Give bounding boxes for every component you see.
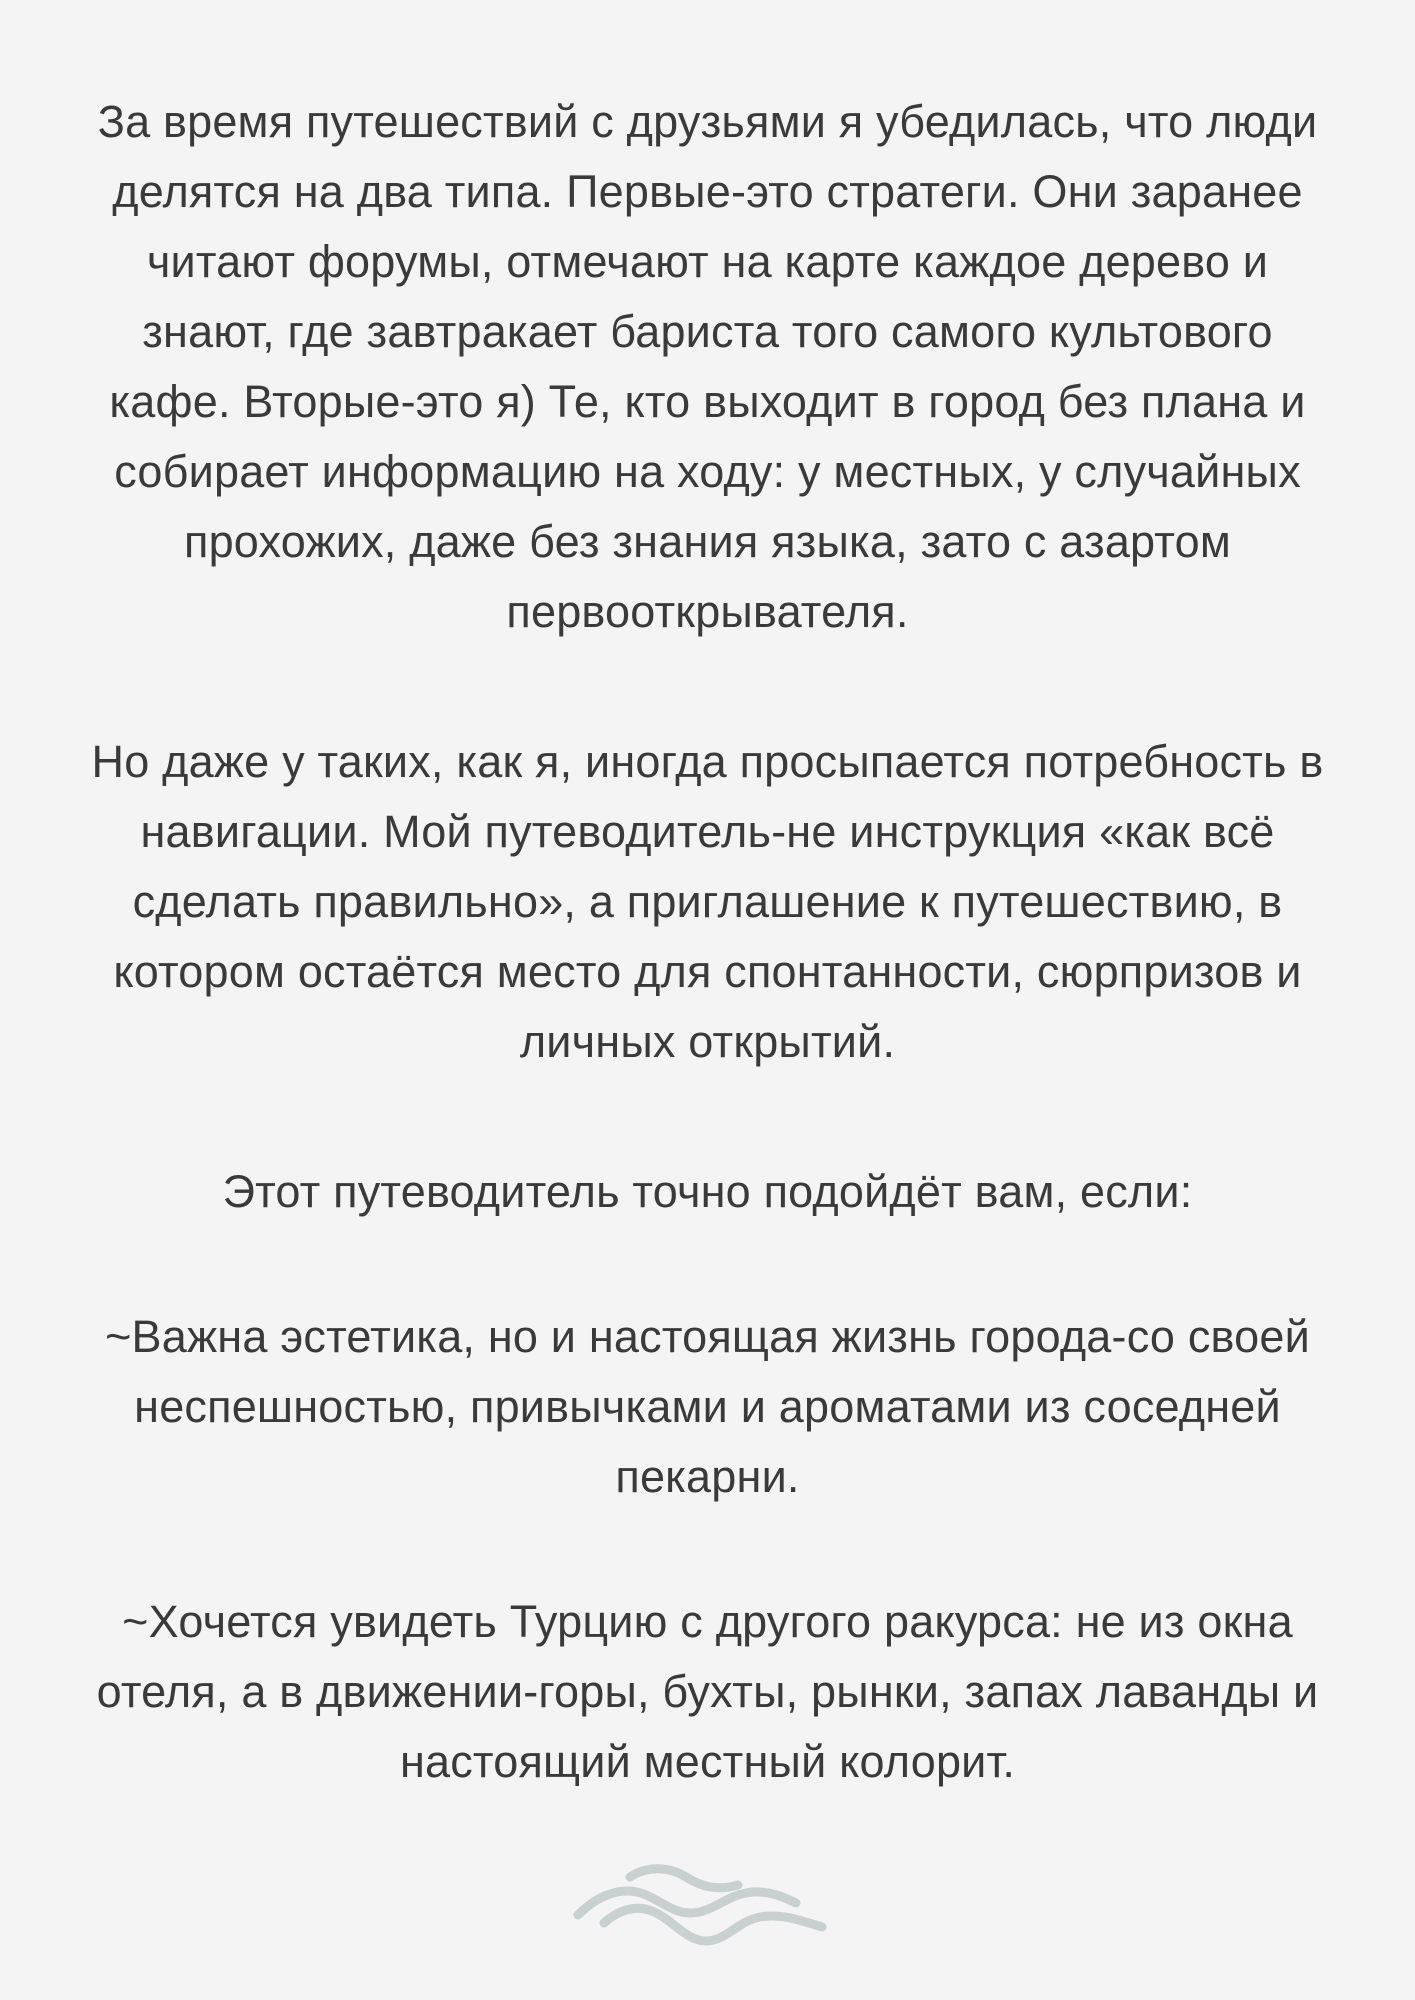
text-line: пекарни. <box>615 1451 800 1502</box>
bullet-turkey-perspective <box>0 1587 1415 1797</box>
text-line: За время путешествий с друзьями я убедилась, что люди <box>97 96 1318 147</box>
text-line: Этот путеводитель точно подойдёт вам, если: <box>222 1166 1193 1217</box>
text-line: личных открытий. <box>519 1016 896 1067</box>
bullet-aesthetics <box>0 1302 1415 1512</box>
text-line: Но даже у таких, как я, иногда просыпается потребность в <box>91 736 1324 787</box>
paragraph-audience-intro <box>0 1157 1415 1227</box>
text-line: сделать правильно», а приглашение к путешествию, в <box>132 876 1283 927</box>
text-line: настоящий местный колорит. <box>399 1736 1016 1787</box>
text-line: неспешностью, привычками и ароматами из соседней <box>134 1381 1281 1432</box>
text-line: ~Хочется увидеть Турцию с другого ракурса: не из окна <box>122 1596 1293 1647</box>
text-line: кафе. Вторые-это я) Те, кто выходит в город без плана и <box>109 376 1306 427</box>
text-line: первооткрывателя. <box>506 586 909 637</box>
paragraph-guide-purpose <box>0 727 1415 1077</box>
text-line: прохожих, даже без знания языка, зато с азартом <box>184 516 1231 567</box>
text-line: ~Важна эстетика, но и настоящая жизнь города-со своей <box>105 1311 1310 1362</box>
text-line: навигации. Мой путеводитель-не инструкция «как всё <box>140 806 1275 857</box>
text-line: знают, где завтракает бариста того самого культового <box>142 306 1273 357</box>
text-line: отеля, а в движении-горы, бухты, рынки, запах лаванды и <box>96 1666 1319 1717</box>
text-line: делятся на два типа. Первые-это стратеги. Они заранее <box>112 166 1303 217</box>
text-line: котором остаётся место для спонтанности, сюрпризов и <box>113 946 1302 997</box>
paragraph-travel-types <box>0 87 1415 647</box>
text-line: читают форумы, отмечают на карте каждое дерево и <box>146 236 1269 287</box>
wave-ornament-icon <box>570 1857 840 1947</box>
text-line: собирает информацию на ходу: у местных, у случайных <box>114 446 1301 497</box>
